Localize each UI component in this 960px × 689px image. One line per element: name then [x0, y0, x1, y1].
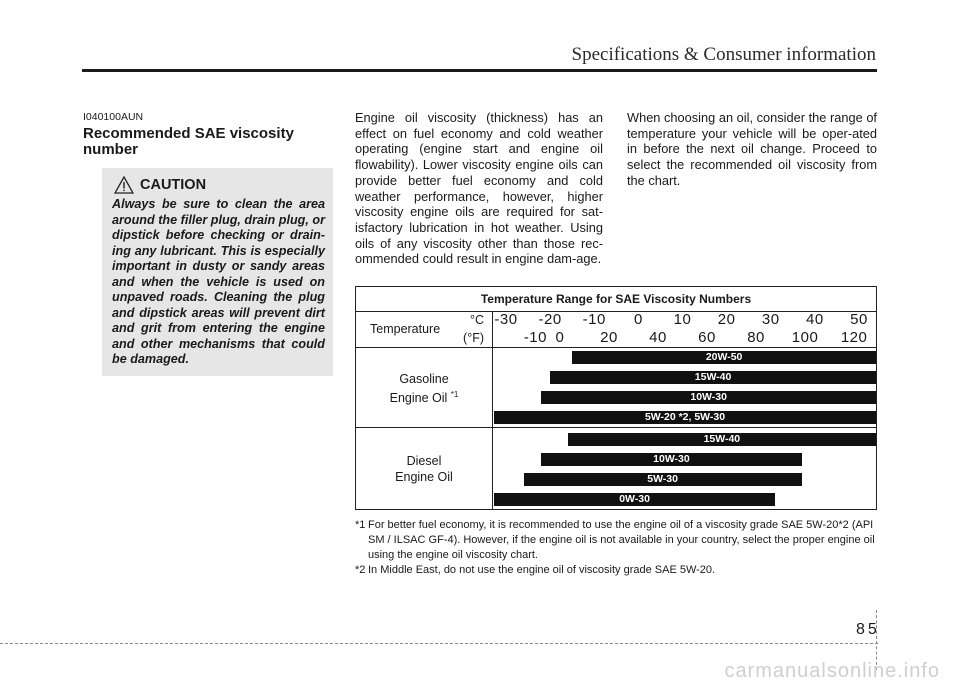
celsius-tick: 40: [806, 311, 824, 328]
celsius-tick: 10: [673, 311, 692, 328]
gasoline-footnote-mark: *1: [450, 390, 459, 399]
footer-rule: [0, 643, 878, 644]
footnotes: [355, 518, 877, 578]
diesel-label: [356, 453, 492, 485]
viscosity-bar: [524, 473, 802, 486]
caution-box: [102, 168, 333, 376]
viscosity-bar: [494, 493, 775, 506]
fahrenheit-tick: 80: [747, 329, 765, 346]
fahrenheit-tick: 40: [649, 329, 667, 346]
diesel-label-line2: Engine Oil: [395, 470, 453, 484]
section-title: Specifications & Consumer information: [571, 44, 876, 65]
gasoline-label-text: Engine Oil: [389, 391, 448, 406]
viscosity-bar: [494, 411, 876, 424]
celsius-tick: 50: [850, 311, 868, 328]
viscosity-bar-label: 15W-40: [703, 433, 741, 445]
watermark: carmanualsonline.info: [724, 660, 940, 682]
celsius-tick: 0: [633, 311, 643, 328]
celsius-tick: -20: [538, 311, 562, 328]
oil-choice-paragraph: When choosing an oil, consider the range of temperature your vehicle will be oper-ated in before the next oil change. Proceed to select the recommended oil viscosity from the chart.: [627, 110, 877, 188]
viscosity-paragraph: Engine oil viscosity (thickness) has an effect on fuel economy and cold weather operating (engine start and engine oil flowability). Lower viscosity engine oils can provide better fuel economy and cold weather performance, however, higher viscosity engine oils are required for sat-isfactory lubrication in hot weather. Using oils of any viscosity other than those rec-ommended could result in engine dam-age.: [355, 110, 603, 267]
viscosity-bar: [572, 351, 876, 364]
viscosity-bar-label: 5W-30: [647, 473, 678, 485]
fahrenheit-tick: -10: [523, 329, 547, 346]
fahrenheit-tick: 60: [698, 329, 716, 346]
gasoline-label: [356, 371, 492, 406]
viscosity-bar-label: 15W-40: [694, 371, 732, 383]
fahrenheit-tick: 20: [600, 329, 618, 346]
temperature-row-label: Temperature: [370, 322, 441, 336]
viscosity-bar: [541, 453, 801, 466]
viscosity-bar: [550, 371, 876, 384]
diesel-label-line1: Diesel: [406, 454, 442, 468]
chart-divider: [356, 347, 876, 348]
celsius-unit: °C: [469, 313, 484, 327]
viscosity-bar-label: 10W-30: [653, 453, 690, 465]
viscosity-bar-label: 0W-30: [619, 493, 650, 505]
footnote-1-text: For better fuel economy, it is recommended to use the engine oil of a viscosity grade SAE 5W-20*2 (API SM / ILSAC GF-4). However, if the engine oil is not available in your country, select the proper engine oil using the engine oil viscosity chart.: [368, 519, 875, 561]
celsius-tick: -10: [582, 311, 606, 328]
footnote-2: [355, 563, 877, 578]
celsius-tick: 20: [717, 311, 736, 328]
celsius-tick: -30: [494, 311, 518, 328]
header-rule: [82, 69, 877, 72]
doc-code: I040100AUN: [83, 111, 144, 123]
viscosity-bar-label: 20W-50: [705, 351, 743, 363]
footnote-1-mark: *1: [355, 519, 366, 531]
viscosity-bar-label: 10W-30: [690, 391, 727, 403]
chart-divider: [356, 427, 876, 428]
caution-title: CAUTION: [140, 177, 207, 193]
warning-triangle-icon: [114, 176, 134, 194]
chart-title: Temperature Range for SAE Viscosity Numbers: [480, 292, 752, 306]
viscosity-bar: [568, 433, 876, 446]
footnote-1: [355, 518, 877, 563]
caution-text: Always be sure to clean the area around the filler plug, drain plug, or dipstick before checking or drain-ing any lubricant. This is especially important in dusty or sandy areas and when the vehicle is used on unpaved roads. Cleaning the plug and dipstick areas will prevent dirt and grit from entering the engine and other mechanisms that could be damaged.: [112, 197, 325, 366]
chart-divider: [356, 311, 876, 312]
footnote-2-text: In Middle East, do not use the engine oil of viscosity grade SAE 5W-20.: [368, 564, 716, 576]
footnote-2-mark: *2: [355, 564, 366, 576]
fahrenheit-tick: 100: [791, 329, 819, 346]
page-number: 85: [856, 621, 880, 638]
caution-header: [114, 176, 325, 194]
chart-column-divider: [492, 311, 493, 509]
viscosity-bar: [541, 391, 876, 404]
gasoline-label-line2: [356, 387, 492, 406]
viscosity-chart: [355, 286, 877, 510]
celsius-tick: 30: [761, 311, 780, 328]
fahrenheit-unit: (°F): [463, 331, 484, 345]
gasoline-label-line1: Gasoline: [399, 372, 449, 386]
viscosity-bar-label: 5W-20 *2, 5W-30: [644, 411, 726, 423]
fahrenheit-tick: 0: [555, 329, 565, 346]
section-heading: Recommended SAE viscosity number: [83, 125, 294, 158]
fahrenheit-tick: 120: [840, 329, 868, 346]
